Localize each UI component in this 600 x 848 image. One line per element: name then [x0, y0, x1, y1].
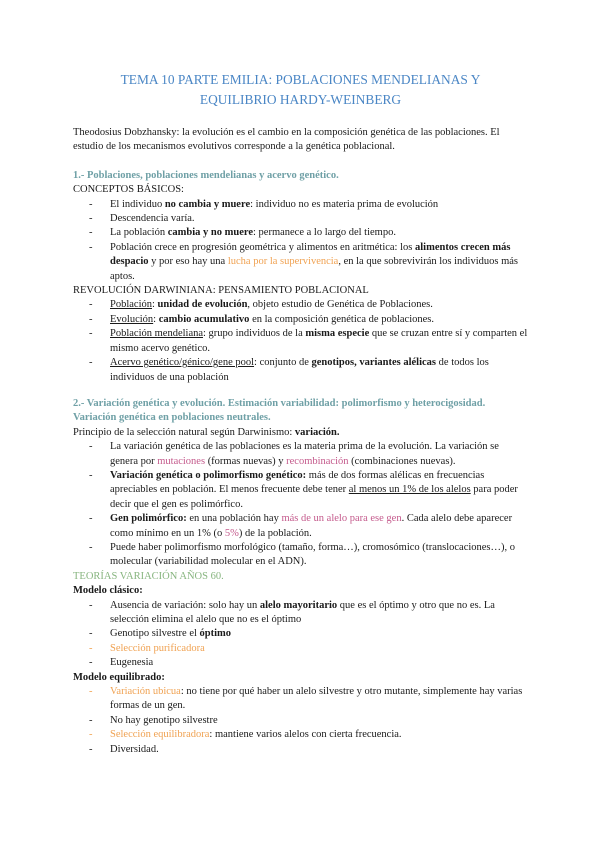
darwinian-list — [73, 298, 528, 384]
classic-model-heading: Modelo clásico: — [73, 585, 143, 597]
list-item: - Población crece en progresión geométrica y alimentos en aritmética: los alimentos crecen más despacio y por eso hay una lucha por la supervivencia, en la que sobrevivirán los individuos más aptos. — [110, 241, 528, 284]
document-page — [73, 70, 528, 757]
title-line-2: EQUILIBRIO HARDY-WEINBERG — [199, 92, 402, 107]
list-item: - La población cambia y no muere: permanece a lo largo del tiempo. — [110, 226, 528, 240]
selection-principle: Principio de la selección natural según Darwinismo: variación. — [73, 426, 340, 438]
list-item: - El individuo no cambia y muere: individuo no es materia prima de evolución — [110, 198, 528, 212]
list-item: - Genotipo silvestre el óptimo — [110, 627, 528, 641]
list-item: - Acervo genético/génico/gene pool: conjunto de genotipos, variantes alélicas de todos los individuos de una población — [110, 356, 528, 385]
list-item: - Variación genética o polimorfismo genético: más de dos formas alélicas en frecuencias apreciables en población. El menos frecuente debe tener al menos un 1% de los alelos para poder decir que el gen es polimórfico. — [110, 469, 528, 512]
list-item: - Variación ubicua: no tiene por qué haber un alelo silvestre y otro mutante, simplemente hay varias formas de un gen. — [110, 685, 528, 714]
list-item: - Gen polimórfico: en una población hay más de un alelo para ese gen. Cada alelo debe aparecer como mínimo en un 1% (o 5%) de la población. — [110, 512, 528, 541]
list-item: - Población mendeliana: grupo individuos de la misma especie que se cruzan entre sí y comparten el mismo acervo genético. — [110, 327, 528, 356]
intro-paragraph: Theodosius Dobzhansky: la evolución es el cambio en la composición genética de las poblaciones. El estudio de los mecanismos evolutivos corresponde a la genética poblacional. — [73, 127, 500, 153]
list-item: - Ausencia de variación: solo hay un alelo mayoritario que es el óptimo y otro que no es. La selección elimina el alelo que no es el óptimo — [110, 599, 528, 628]
list-item: - Selección equilibradora: mantiene varios alelos con cierta frecuencia. — [110, 728, 528, 742]
balanced-model-list — [73, 685, 528, 757]
list-item: - No hay genotipo silvestre — [110, 714, 528, 728]
document-title — [73, 70, 528, 110]
list-item: - Puede haber polimorfismo morfológico (tamaño, forma…), cromosómico (translocaciones…), o molecular (variabilidad molecular en el ADN). — [110, 541, 528, 570]
title-line-1: TEMA 10 PARTE EMILIA: POBLACIONES MENDELIANAS Y — [120, 72, 481, 87]
classic-model-list — [73, 599, 528, 671]
section-1-heading: 1.- Poblaciones, poblaciones mendelianas y acervo genético. — [73, 169, 339, 181]
list-item: - Descendencia varía. — [110, 212, 528, 226]
variation-list — [73, 440, 528, 570]
list-item: - Diversidad. — [110, 743, 528, 757]
theories-heading: TEORÍAS VARIACIÓN AÑOS 60. — [73, 570, 224, 582]
section-2-heading: 2.- Variación genética y evolución. Estimación variabilidad: polimorfismo y heterocigosidad. Variación genética en poblaciones neutrales. — [73, 397, 486, 424]
darwinian-revolution-heading: REVOLUCIÓN DARWINIANA: PENSAMIENTO POBLACIONAL — [73, 285, 369, 297]
list-item: - La variación genética de las poblaciones es la materia prima de la evolución. La variación se genera por mutaciones (formas nuevas) y recombinación (combinaciones nuevas). — [110, 440, 528, 469]
list-item: - Eugenesia — [110, 656, 528, 670]
list-item: - Población: unidad de evolución, objeto estudio de Genética de Poblaciones. — [110, 298, 528, 312]
list-item: - Selección purificadora — [110, 642, 528, 656]
list-item: - Evolución: cambio acumulativo en la composición genética de poblaciones. — [110, 313, 528, 327]
balanced-model-heading: Modelo equilibrado: — [73, 671, 165, 683]
basic-concepts-heading: CONCEPTOS BÁSICOS: — [73, 184, 184, 196]
basic-concepts-list — [73, 198, 528, 284]
